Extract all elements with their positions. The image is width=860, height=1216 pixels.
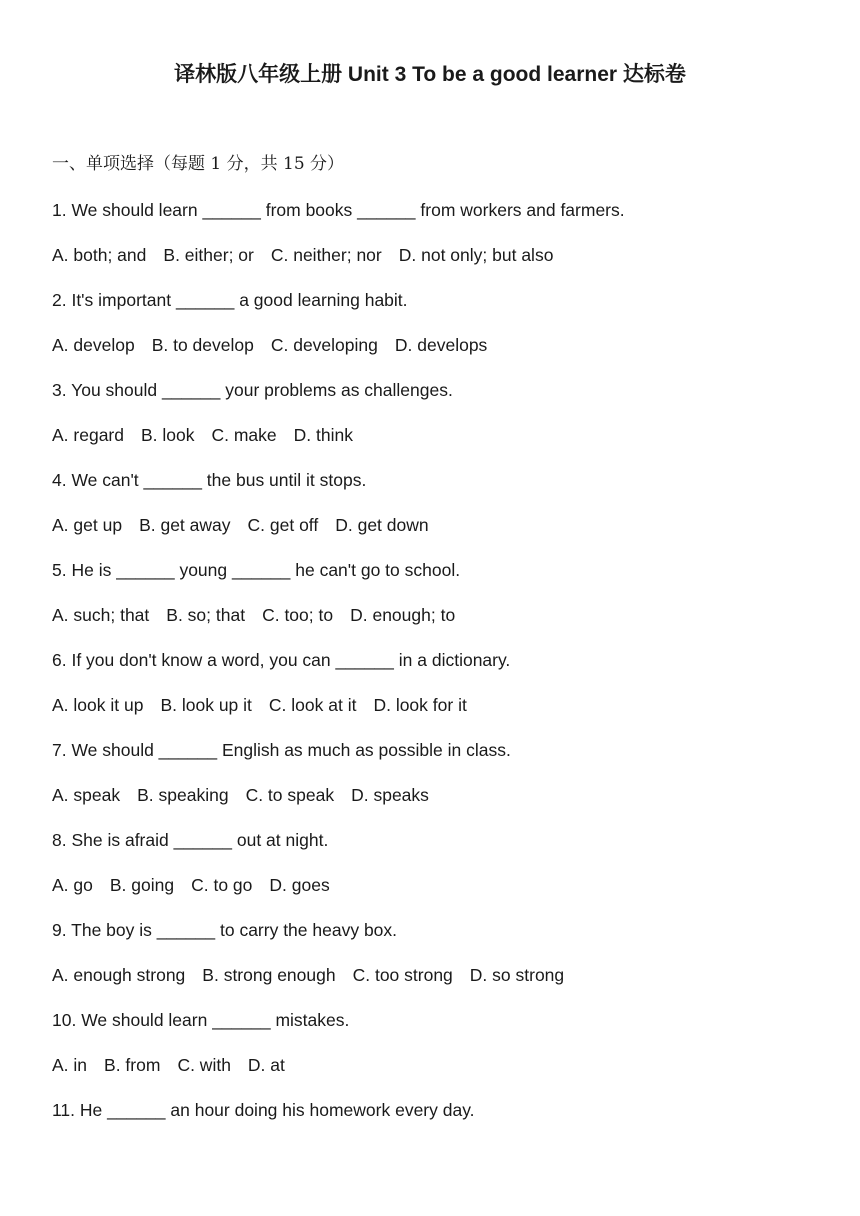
option-a: A. regard [52,425,124,445]
question-stem: 9. The boy is ______ to carry the heavy box. [52,920,398,940]
option-d: D. think [293,425,353,445]
question-options [52,781,832,826]
option-d: D. not only; but also [398,245,554,265]
option-d: D. enough; to [350,605,456,625]
option-b: B. going [109,875,175,895]
question-list [52,196,832,1141]
option-a: A. develop [52,335,135,355]
option-d: D. so strong [469,965,565,985]
option-a: A. such; that [52,605,150,625]
question-options [52,1051,832,1096]
question-options [52,871,832,916]
option-c: C. with [177,1055,231,1075]
question-options [52,961,832,1006]
question-options [52,511,832,556]
question-stem: 11. He ______ an hour doing his homework every day. [52,1100,475,1120]
option-c: C. too; to [262,605,334,625]
option-a: A. get up [52,515,123,535]
option-a: A. both; and [52,245,147,265]
option-d: D. goes [269,875,330,895]
option-b: B. look [140,425,195,445]
question-options [52,691,832,736]
option-c: C. make [211,425,277,445]
option-c: C. to speak [245,785,335,805]
option-a: A. look it up [52,695,144,715]
question-stem: 3. You should ______ your problems as challenges. [52,380,453,400]
option-a: A. in [52,1055,88,1075]
option-c: C. to go [191,875,253,895]
page-title: 译林版八年级上册 Unit 3 To be a good learner 达标卷 [174,63,686,86]
option-b: B. get away [139,515,231,535]
option-c: C. too strong [352,965,453,985]
option-c: C. look at it [268,695,357,715]
option-d: D. develops [394,335,488,355]
option-b: B. so; that [166,605,246,625]
question-options [52,241,832,286]
option-a: A. speak [52,785,121,805]
question-stem: 8. She is afraid ______ out at night. [52,830,329,850]
option-d: D. get down [335,515,429,535]
section-heading: 一、单项选择（每题 1 分，共 15 分） [52,154,345,174]
option-d: D. at [247,1055,285,1075]
question-stem: 2. It's important ______ a good learning habit. [52,290,408,310]
question-options [52,331,832,376]
option-c: C. neither; nor [270,245,382,265]
question-stem: 10. We should learn ______ mistakes. [52,1010,350,1030]
question-stem: 1. We should learn ______ from books ______ from workers and farmers. [52,200,625,220]
option-a: A. go [52,875,93,895]
option-a: A. enough strong [52,965,186,985]
question-stem: 6. If you don't know a word, you can ______ in a dictionary. [52,650,511,670]
option-b: B. from [104,1055,161,1075]
option-b: B. look up it [160,695,252,715]
option-b: B. either; or [163,245,254,265]
option-b: B. strong enough [202,965,336,985]
option-b: B. speaking [137,785,229,805]
option-c: C. get off [247,515,319,535]
option-c: C. developing [270,335,378,355]
option-d: D. look for it [373,695,467,715]
question-options [52,421,832,466]
question-stem: 5. He is ______ young ______ he can't go to school. [52,560,461,580]
option-b: B. to develop [151,335,254,355]
question-stem: 7. We should ______ English as much as possible in class. [52,740,511,760]
question-stem: 4. We can't ______ the bus until it stops. [52,470,367,490]
option-d: D. speaks [351,785,429,805]
question-options [52,601,832,646]
